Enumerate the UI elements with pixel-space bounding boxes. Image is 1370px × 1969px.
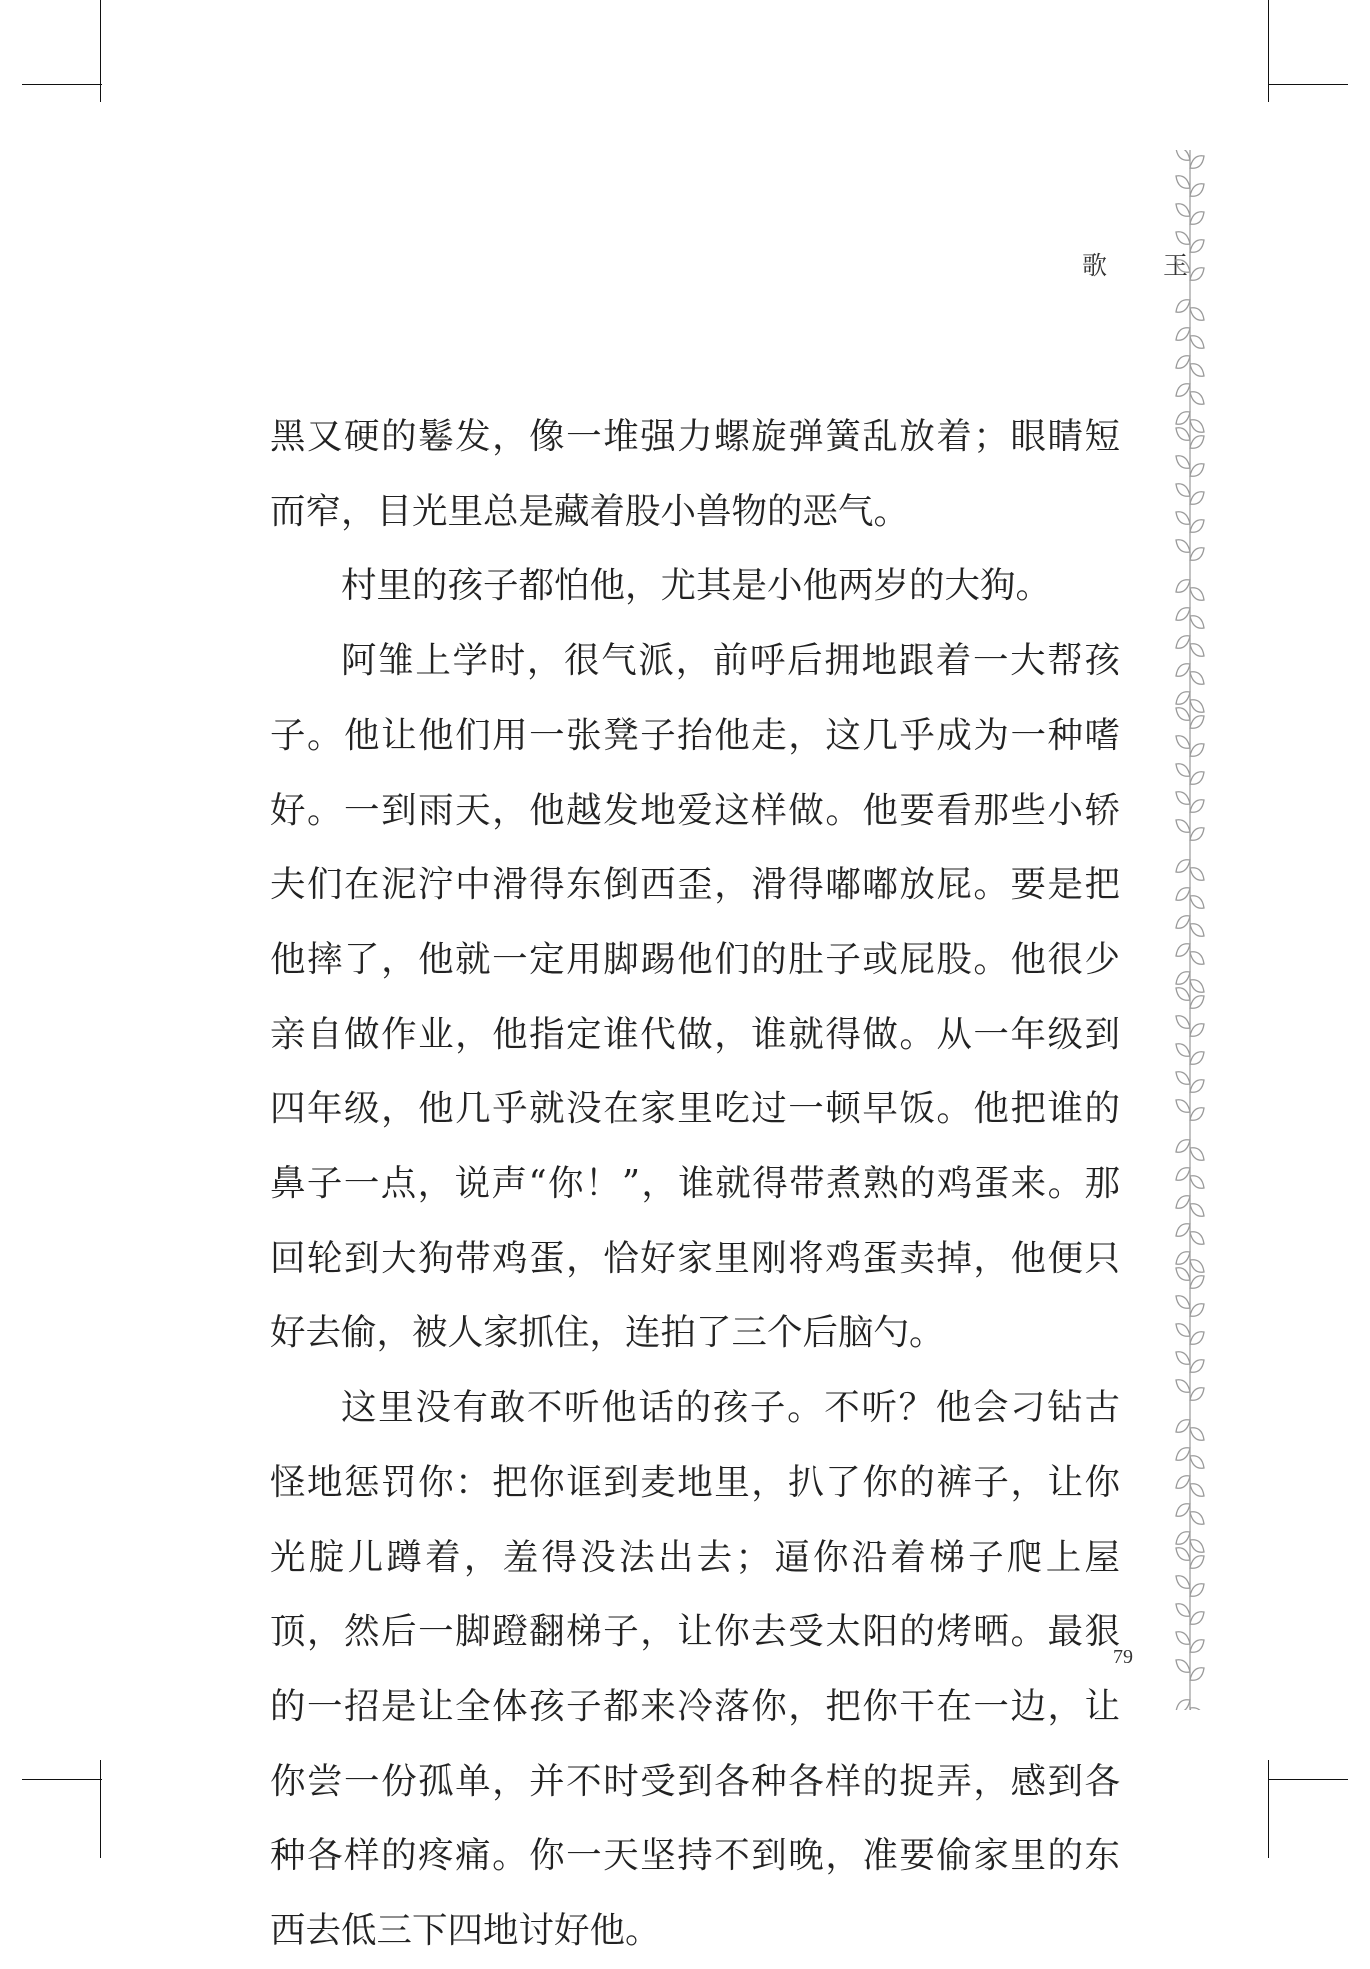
paragraph: 黑又硬的鬈发，像一堆强力螺旋弹簧乱放着；眼睛短而窄，目光里总是藏着股小兽物的恶气。 xyxy=(270,416,1120,532)
leaf xyxy=(1176,860,1190,873)
leaf xyxy=(1190,744,1204,757)
leaf xyxy=(1190,420,1204,433)
leaf xyxy=(1176,456,1190,469)
leaf xyxy=(1176,1532,1190,1545)
running-title: 歌 王 xyxy=(1082,251,1212,280)
leaf xyxy=(1190,1304,1204,1317)
leaf xyxy=(1190,924,1204,937)
paragraph: 这里没有敢不听他话的孩子。不听？他会刁钻古怪地惩罚你：把你诓到麦地里，扒了你的裤子，让你光腚儿蹲着，羞得没法出去；逼你沿着梯子爬上屋顶，然后一脚蹬翻梯子，让你去受太阳的烤晒。最狠的一招是让全体孩子都来冷落你，把你干在一边，让你尝一份孤单，并不时受到各种各样的捉弄，感到各种各样的疼痛。你一天坚持不到晚，准要偷家里的东西去低三下四地讨好他。 xyxy=(270,1387,1120,1952)
leaf xyxy=(1176,1016,1190,1029)
leaf xyxy=(1190,952,1204,965)
leaf xyxy=(1176,1476,1190,1489)
leaf xyxy=(1176,1632,1190,1645)
leaf xyxy=(1190,996,1204,1009)
leaf xyxy=(1176,1548,1190,1561)
leaf xyxy=(1190,1484,1204,1497)
leaf xyxy=(1176,692,1190,705)
leaf xyxy=(1176,1324,1190,1337)
leaf xyxy=(1190,548,1204,561)
leaf xyxy=(1190,308,1204,321)
paragraph: 村里的孩子都怕他，尤其是小他两岁的大狗。 xyxy=(341,565,1052,607)
leaf xyxy=(1176,1296,1190,1309)
leaf xyxy=(1176,608,1190,621)
leaf xyxy=(1176,300,1190,313)
leaf xyxy=(1190,464,1204,477)
leaf xyxy=(1190,700,1204,713)
leaf xyxy=(1176,988,1190,1001)
leaf xyxy=(1190,1556,1204,1569)
leaf xyxy=(1190,1668,1204,1681)
leaf xyxy=(1176,664,1190,677)
leaf xyxy=(1176,1700,1190,1710)
leaf xyxy=(1190,1388,1204,1401)
leaf xyxy=(1176,1168,1190,1181)
leaf xyxy=(1176,1224,1190,1237)
leaf xyxy=(1190,240,1204,253)
leaf xyxy=(1190,616,1204,629)
leaf xyxy=(1190,1276,1204,1289)
leaf xyxy=(1176,736,1190,749)
leaf xyxy=(1190,1428,1204,1441)
leaf xyxy=(1176,916,1190,929)
leaf xyxy=(1176,1448,1190,1461)
leaf xyxy=(1190,1640,1204,1653)
leaf xyxy=(1176,484,1190,497)
leaf xyxy=(1176,356,1190,369)
leaf xyxy=(1176,580,1190,593)
leaf xyxy=(1190,1332,1204,1345)
leaf xyxy=(1176,1140,1190,1153)
leaf xyxy=(1176,1252,1190,1265)
leaf xyxy=(1190,1024,1204,1037)
leaf xyxy=(1190,492,1204,505)
leaf xyxy=(1176,1196,1190,1209)
leaf xyxy=(1176,150,1190,160)
leaf xyxy=(1176,512,1190,525)
leaf xyxy=(1190,1080,1204,1093)
leaf xyxy=(1190,1512,1204,1525)
page-number: 79 xyxy=(1113,1646,1133,1668)
leaf xyxy=(1190,1232,1204,1245)
leaf xyxy=(1176,540,1190,553)
leaf xyxy=(1176,428,1190,441)
leaf xyxy=(1176,944,1190,957)
leaf xyxy=(1176,1044,1190,1057)
leaf xyxy=(1190,212,1204,225)
leaf xyxy=(1190,828,1204,841)
leaf xyxy=(1176,1576,1190,1589)
leaf xyxy=(1190,1708,1204,1710)
leaf xyxy=(1190,1260,1204,1273)
leaf xyxy=(1190,392,1204,405)
leaf xyxy=(1176,1420,1190,1433)
leaf xyxy=(1176,888,1190,901)
leaf xyxy=(1190,1176,1204,1189)
leaf xyxy=(1176,820,1190,833)
leaf xyxy=(1176,764,1190,777)
leaf xyxy=(1190,896,1204,909)
leaf xyxy=(1190,1540,1204,1553)
leaf xyxy=(1190,1204,1204,1217)
leaf xyxy=(1190,520,1204,533)
leaf xyxy=(1190,1584,1204,1597)
leaf xyxy=(1176,1380,1190,1393)
leaf xyxy=(1190,184,1204,197)
leaf xyxy=(1176,1100,1190,1113)
leaf xyxy=(1176,636,1190,649)
leaf xyxy=(1190,336,1204,349)
leaf xyxy=(1176,328,1190,341)
leaf xyxy=(1190,1148,1204,1161)
leaf xyxy=(1176,1072,1190,1085)
leaf xyxy=(1176,232,1190,245)
leaf xyxy=(1190,1612,1204,1625)
leaf-vine-icon xyxy=(1160,150,1220,1710)
leaf xyxy=(1190,980,1204,993)
leaf xyxy=(1190,1360,1204,1373)
leaf xyxy=(1190,1456,1204,1469)
leaf xyxy=(1190,868,1204,881)
leaf xyxy=(1176,176,1190,189)
leaf xyxy=(1190,588,1204,601)
leaf xyxy=(1176,1660,1190,1673)
leaf xyxy=(1176,204,1190,217)
leaf xyxy=(1190,800,1204,813)
leaf xyxy=(1176,1604,1190,1617)
leaf xyxy=(1190,644,1204,657)
leaf xyxy=(1176,1352,1190,1365)
leaf xyxy=(1176,260,1190,273)
body-text xyxy=(270,400,1120,1969)
leaf xyxy=(1176,1268,1190,1281)
leaf xyxy=(1190,672,1204,685)
leaf xyxy=(1190,716,1204,729)
leaf xyxy=(1190,772,1204,785)
leaf xyxy=(1176,792,1190,805)
leaf xyxy=(1190,1052,1204,1065)
leaf xyxy=(1176,972,1190,985)
leaf xyxy=(1176,384,1190,397)
leaf xyxy=(1176,1504,1190,1517)
leaf xyxy=(1176,412,1190,425)
leaf xyxy=(1190,364,1204,377)
leaf xyxy=(1190,268,1204,281)
leaf xyxy=(1176,708,1190,721)
leaf xyxy=(1190,156,1204,169)
leaf xyxy=(1190,1108,1204,1121)
leaf xyxy=(1190,436,1204,449)
paragraph: 阿雏上学时，很气派，前呼后拥地跟着一大帮孩子。他让他们用一张凳子抬他走，这几乎成为一种嗜好。一到雨天，他越发地爱这样做。他要看那些小轿夫们在泥泞中滑得东倒西歪，滑得嘟嘟放屁。要是把他摔了，他就一定用脚踢他们的肚子或屁股。他很少亲自做作业，他指定谁代做，谁就得做。从一年级到四年级，他几乎就没在家里吃过一顿早饭。他把谁的鼻子一点，说声“你！”，谁就得带煮熟的鸡蛋来。那回轮到大狗带鸡蛋，恰好家里刚将鸡蛋卖掉，他便只好去偷，被人家抓住，连拍了三个后脑勺。 xyxy=(270,640,1120,1354)
